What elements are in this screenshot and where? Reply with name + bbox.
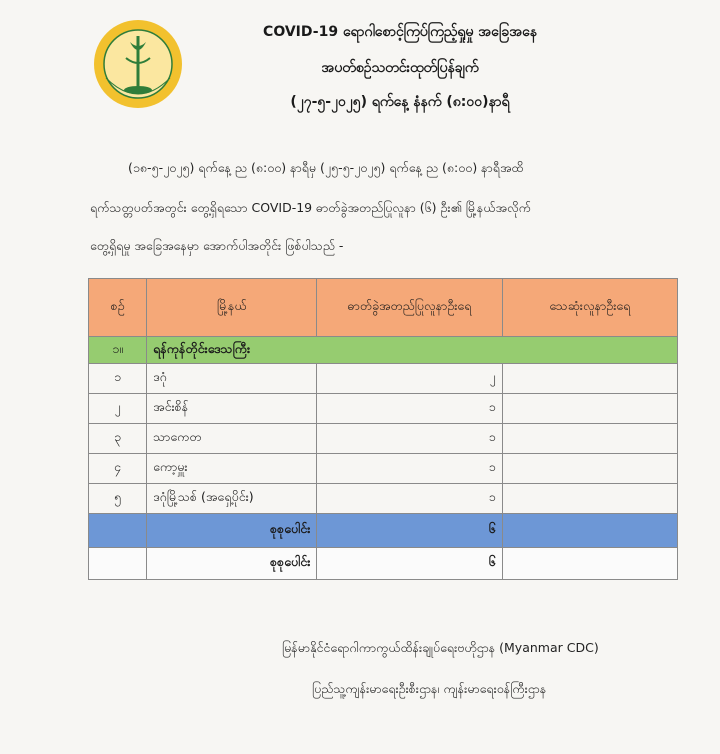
table-row — [89, 424, 678, 454]
deaths — [502, 394, 677, 424]
subtotal-cases: ၆ — [317, 514, 502, 548]
row-number: ၃ — [89, 424, 147, 454]
total-label: စုစုပေါင်း — [147, 548, 317, 580]
report-date: (၂၇-၅-၂၀၂၅) ရက်နေ့ နံနက် (၈:၀၀)နာရီ — [290, 94, 510, 110]
ministry-of-health-logo — [92, 18, 184, 110]
township-name: ဒဂုံမြို့သစ် (အရှေ့ပိုင်း) — [147, 484, 317, 514]
header-serial: စဉ် — [89, 279, 147, 337]
header-township: မြို့နယ် — [147, 279, 317, 337]
table-row — [89, 454, 678, 484]
intro-line-2: ရက်သတ္တပတ်အတွင်း တွေ့ရှိရသော COVID-19 ဓာတ်ခွဲအတည်ပြုလူနာ (၆) ဦး၏ မြို့နယ်အလိုက် — [90, 200, 531, 215]
confirmed-cases: ၁ — [317, 454, 502, 484]
table-row — [89, 484, 678, 514]
row-number: ၄ — [89, 454, 147, 484]
subtotal-row — [89, 514, 678, 548]
report-title: COVID-19 ရောဂါစောင့်ကြပ်ကြည့်ရှုမှု အခြေအနေ — [263, 24, 537, 40]
intro-line-3: တွေ့ရှိရမှု အခြေအနေမှာ အောက်ပါအတိုင်း ဖြစ်ပါသည် - — [90, 238, 344, 253]
region-row — [89, 337, 678, 364]
row-number: ၁ — [89, 364, 147, 394]
confirmed-cases: ၁ — [317, 424, 502, 454]
township-name: သာကေတ — [147, 424, 317, 454]
total-cases: ၆ — [317, 548, 502, 580]
footer-line-2: ပြည်သူ့ကျန်းမာရေးဦးစီးဌာန၊ ကျန်းမာရေးဝန်ကြီးဌာန — [312, 681, 547, 696]
report-subtitle: အပတ်စဉ်သတင်းထုတ်ပြန်ချက် — [321, 60, 479, 76]
deaths — [502, 454, 677, 484]
table-header-row — [89, 279, 678, 337]
row-number: ၅ — [89, 484, 147, 514]
total-row — [89, 548, 678, 580]
header-confirmed-cases: ဓာတ်ခွဲအတည်ပြုလူနာဦးရေ — [317, 279, 502, 337]
township-name: ဒဂုံ — [147, 364, 317, 394]
confirmed-cases: ၁ — [317, 394, 502, 424]
deaths — [502, 424, 677, 454]
confirmed-cases: ၂ — [317, 364, 502, 394]
region-number: ၁။ — [89, 337, 147, 364]
deaths — [502, 364, 677, 394]
covid-cases-table — [88, 278, 678, 580]
footer-line-1: မြန်မာနိုင်ငံရောဂါကာကွယ်ထိန်းချုပ်ရေးဗဟိုဌာန (Myanmar CDC) — [282, 640, 599, 655]
row-number: ၂ — [89, 394, 147, 424]
township-name: ကော့မှူး — [147, 454, 317, 484]
deaths — [502, 484, 677, 514]
table-row — [89, 394, 678, 424]
header-deaths: သေဆုံးလူနာဦးရေ — [502, 279, 677, 337]
subtotal-label: စုစုပေါင်း — [147, 514, 317, 548]
township-name: အင်းစိန် — [147, 394, 317, 424]
table-row — [89, 364, 678, 394]
confirmed-cases: ၁ — [317, 484, 502, 514]
region-name: ရန်ကုန်တိုင်းဒေသကြီး — [147, 337, 678, 364]
intro-line-1: (၁၈-၅-၂၀၂၅) ရက်နေ့ ည (၈:၀၀) နာရီမှ (၂၅-၅-၂၀၂၅) ရက်နေ့ ည (၈:၀၀) နာရီအထိ — [128, 160, 524, 175]
